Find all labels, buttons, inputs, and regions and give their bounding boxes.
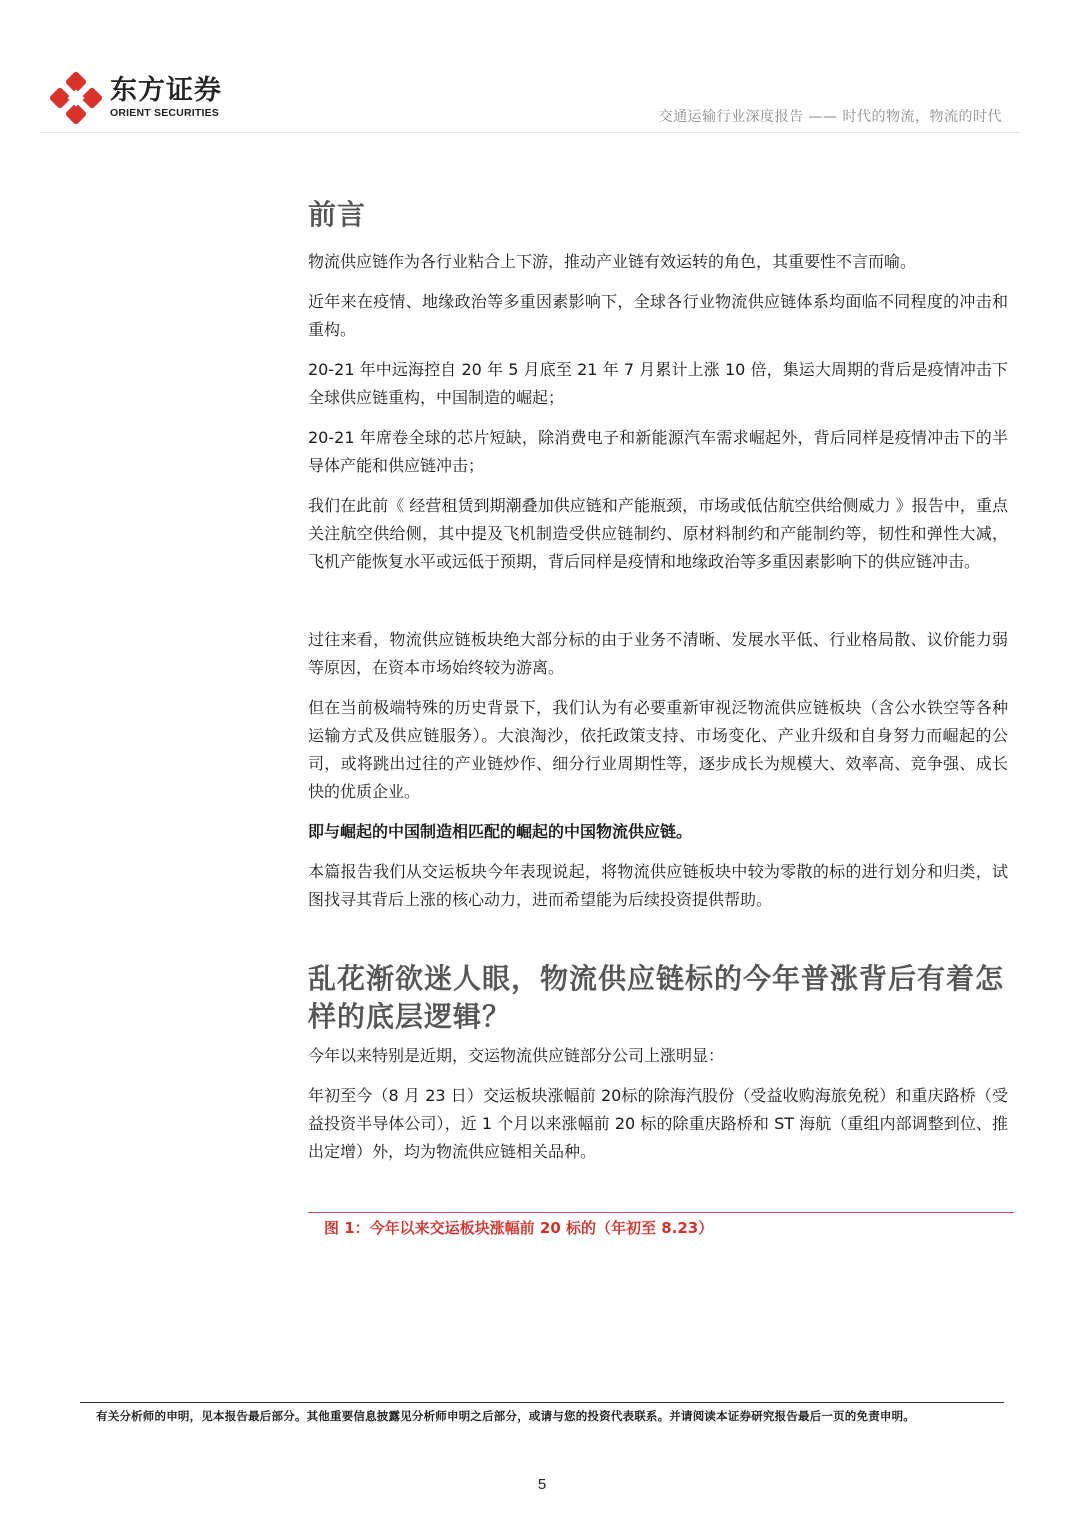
section2-paragraph: 年初至今（8 月 23 日）交运板块涨幅前 20标的除海汽股份（受益收购海旅免税）和重庆路桥（受益投资半导体公司），近 1 个月以来涨幅前 20 标的除重庆路桥和 ST 海航（重组内部调整到位、推出定增）外，均为物流供应链相关品种。: [308, 1086, 1008, 1161]
logo-chinese-name: 东方证券: [110, 75, 222, 106]
logo-english-name: ORIENT SECURITIES: [110, 107, 219, 119]
report-title: 交通运输行业深度报告 —— 时代的物流，物流的时代: [658, 109, 1002, 125]
intro-paragraph: 过往来看，物流供应链板块绝大部分标的由于业务不清晰、发展水平低、行业格局散、议价能力弱等原因，在资本市场始终较为游离。: [308, 630, 1008, 677]
main-content: [308, 196, 1008, 1166]
figure-caption: 图 1：今年以来交运板块涨幅前 20 标的（年初至 8.23）: [308, 1212, 1014, 1240]
intro-heading: 前言: [308, 198, 367, 231]
section2-paragraph: 今年以来特别是近期，交运物流供应链部分公司上涨明显：: [308, 1046, 725, 1065]
footer-disclaimer: 有关分析师的申明，见本报告最后部分。其他重要信息披露见分析师申明之后部分，或请与您的投资代表联系。并请阅读本证券研究报告最后一页的免责申明。: [96, 1409, 915, 1423]
page-number: 5: [537, 1476, 547, 1493]
intro-paragraph: 20-21 年中远海控自 20 年 5 月底至 21 年 7 月累计上涨 10 倍，集运大周期的背后是疫情冲击下全球供应链重构，中国制造的崛起；: [308, 360, 1008, 407]
footer-divider: [80, 1402, 1004, 1403]
section2-heading: 乱花渐欲迷人眼，物流供应链标的今年普涨背后有着怎样的底层逻辑？: [308, 962, 1005, 1033]
intro-paragraph: 我们在此前《 经营租赁到期潮叠加供应链和产能瓶颈，市场或低估航空供给侧威力 》报告中，重点关注航空供给侧，其中提及飞机制造受供应链制约、原材料制约和产能制约等，韧性和弹性大减，飞机产能恢复水平或远低于预期，背后同样是疫情和地缘政治等多重因素影响下的供应链冲击。: [308, 496, 1008, 571]
intro-paragraph: 但在当前极端特殊的历史背景下，我们认为有必要重新审视泛物流供应链板块（含公水铁空等各种运输方式及供应链服务）。大浪淘沙，依托政策支持、市场变化、产业升级和自身努力而崛起的公司，或将跳出过往的产业链炒作、细分行业周期性等，逐步成长为规模大、效率高、竞争强、成长快的优质企业。: [308, 698, 1008, 801]
company-logo: [50, 72, 222, 124]
intro-paragraph-emphasis: 即与崛起的中国制造相匹配的崛起的中国物流供应链。: [308, 822, 693, 841]
header-divider: [40, 132, 1020, 133]
orient-securities-logo-icon: [50, 72, 102, 124]
intro-paragraph: 本篇报告我们从交运板块今年表现说起，将物流供应链板块中较为零散的标的进行划分和归类，试图找寻其背后上涨的核心动力，进而希望能为后续投资提供帮助。: [308, 862, 1008, 909]
intro-paragraph: 20-21 年席卷全球的芯片短缺，除消费电子和新能源汽车需求崛起外，背后同样是疫情冲击下的半导体产能和供应链冲击；: [308, 428, 1008, 475]
intro-paragraph: 近年来在疫情、地缘政治等多重因素影响下，全球各行业物流供应链体系均面临不同程度的冲击和重构。: [308, 292, 1008, 339]
intro-paragraph: 物流供应链作为各行业粘合上下游，推动产业链有效运转的角色，其重要性不言而喻。: [308, 252, 917, 271]
